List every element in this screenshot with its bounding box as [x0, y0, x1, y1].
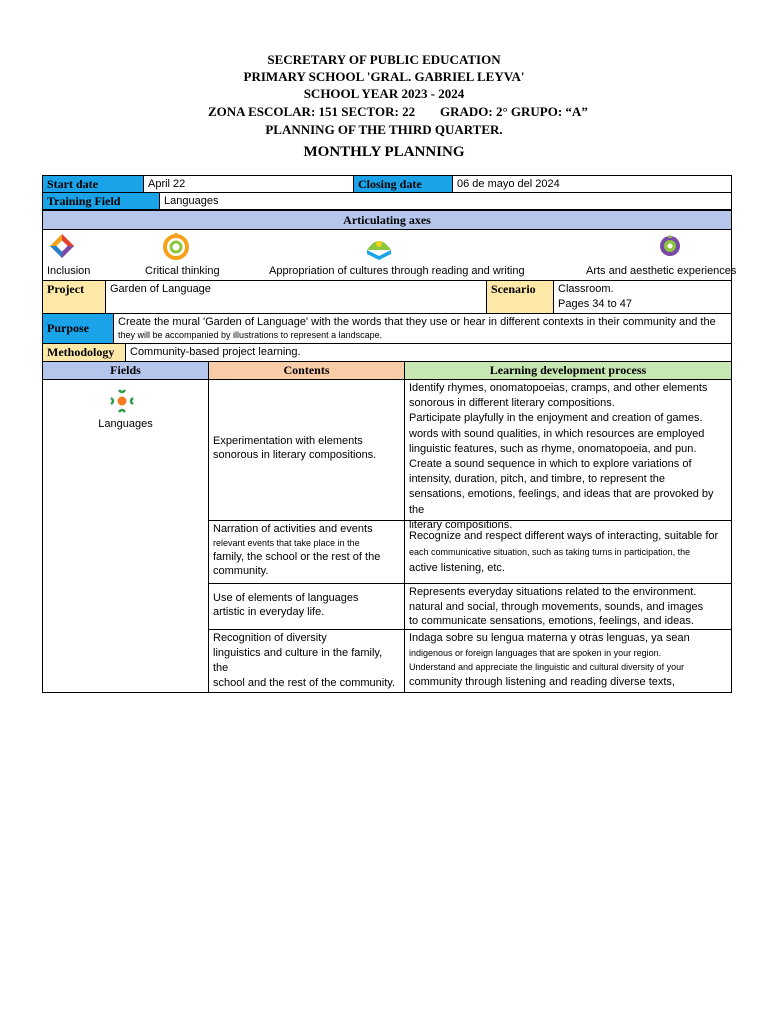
content-2-line-4: community.	[213, 565, 269, 577]
fields-column-header: Fields	[42, 361, 209, 380]
process-1-line-1: Identify rhymes, onomatopoeias, cramps, and other elements	[409, 382, 708, 394]
languages-icon	[109, 388, 135, 414]
process-1-line-4: words with sound qualities, in which resources are employed	[409, 427, 705, 440]
process-2-line-2: each communicative situation, such as taking turns in participation, the	[409, 547, 691, 557]
content-1-line-1: Experimentation with elements	[213, 435, 363, 447]
process-1-line-2: sonorous in different literary compositions.	[409, 397, 615, 410]
process-4-line-1: Indaga sobre su lengua materna y otras lenguas, ya sean	[409, 632, 690, 644]
training-field-value: Languages	[159, 192, 732, 210]
process-cell-4	[404, 629, 732, 693]
content-4-line-2: linguistics and culture in the family, the	[213, 647, 383, 674]
process-1-line-3: Participate playfully in the enjoyment and creation of games.	[409, 412, 703, 425]
field-name: Languages	[98, 418, 153, 430]
process-1-line-8: sensations, emotions, feelings, and ideas that are provoked by the	[409, 488, 714, 516]
header-line-school: PRIMARY SCHOOL 'GRAL. GABRIEL LEYVA'	[243, 69, 525, 84]
content-2-line-1: Narration of activities and events	[213, 523, 373, 535]
content-cell-3	[208, 583, 405, 630]
content-3-line-2: artistic in everyday life.	[213, 606, 325, 618]
axis-cultures-label: Appropriation of cultures through reading and writing	[269, 265, 525, 277]
process-4-line-2: indigenous or foreign languages that are spoken in your region.	[409, 648, 662, 658]
content-2-line-2: relevant events that take place in the	[213, 538, 360, 548]
header-line-ministry: SECRETARY OF PUBLIC EDUCATION	[267, 52, 501, 67]
start-date-label: Start date	[42, 175, 144, 193]
process-4-line-4: community through listening and reading diverse texts,	[409, 676, 675, 688]
articulating-axes-row	[42, 229, 737, 281]
header-line-monthly: MONTHLY PLANNING	[303, 144, 465, 160]
header-line-quarter: PLANNING OF THE THIRD QUARTER.	[265, 122, 503, 137]
process-cell-3	[404, 583, 732, 630]
methodology-value: Community-based project learning.	[125, 343, 732, 362]
purpose-line-2: they will be accompanied by illustrations to represent a landscape.	[118, 330, 383, 340]
content-cell-2	[208, 520, 405, 584]
fields-cell	[42, 379, 209, 693]
process-2-line-1: Recognize and respect different ways of interacting, suitable for	[409, 530, 719, 542]
axis-arts-label: Arts and aesthetic experiences	[586, 265, 737, 277]
process-4-line-3: Understand and appreciate the linguistic and cultural diversity of your	[409, 662, 685, 672]
cultures-reading-icon	[365, 236, 393, 260]
scenario-pages: Pages 34 to 47	[558, 298, 633, 310]
process-2-line-3: active listening, etc.	[409, 562, 505, 574]
scenario-place: Classroom.	[558, 283, 614, 295]
content-cell-1	[208, 379, 405, 521]
purpose-line-1: Create the mural 'Garden of Language' with the words that they use or hear in different contexts in their community and the	[118, 316, 716, 328]
articulating-axes-title: Articulating axes	[42, 210, 732, 230]
process-1-line-6: Create a sound sequence in which to explore variations of	[409, 458, 692, 471]
project-value: Garden of Language	[105, 280, 487, 314]
header-grade-group: GRADO: 2° GRUPO: “A”	[440, 104, 588, 119]
content-3-line-1: Use of elements of languages	[213, 592, 359, 604]
methodology-label: Methodology	[42, 343, 126, 362]
axis-inclusion-label: Inclusion	[47, 265, 91, 277]
process-column-header: Learning development process	[404, 361, 732, 380]
start-date-value: April 22	[143, 175, 354, 193]
content-cell-4	[208, 629, 405, 693]
process-cell-1	[404, 379, 732, 531]
process-1-line-9: literary compositions.	[409, 518, 513, 531]
header-line-year: SCHOOL YEAR 2023 - 2024	[303, 86, 465, 101]
process-1-line-7: intensity, duration, pitch, and timbre, to represent the	[409, 473, 665, 486]
content-2-line-3: family, the school or the rest of the	[213, 551, 381, 563]
process-1-line-5: linguistic features, such as rhyme, onomatopoeia, and pun.	[409, 442, 697, 455]
purpose-value	[113, 313, 732, 344]
inclusion-icon	[49, 233, 75, 259]
training-field-label: Training Field	[42, 192, 160, 210]
arts-icon	[657, 232, 683, 260]
header-zone-sector: ZONA ESCOLAR: 151 SECTOR: 22	[208, 104, 416, 119]
process-3-line-3: to communicate sensations, emotions, feelings, and ideas.	[409, 615, 694, 627]
scenario-label: Scenario	[486, 280, 554, 314]
content-4-line-1: Recognition of diversity	[213, 632, 327, 644]
axis-critical-thinking-label: Critical thinking	[145, 265, 220, 277]
project-label: Project	[42, 280, 106, 314]
process-3-line-2: natural and social, through movements, sounds, and images	[409, 600, 704, 613]
closing-date-label: Closing date	[353, 175, 453, 193]
closing-date-value: 06 de mayo del 2024	[452, 175, 732, 193]
process-cell-2	[404, 520, 732, 584]
process-3-line-1: Represents everyday situations related to the environment.	[409, 586, 697, 598]
critical-thinking-icon	[163, 233, 189, 261]
purpose-label: Purpose	[42, 313, 114, 344]
scenario-value	[553, 280, 732, 314]
content-4-line-3: school and the rest of the community.	[213, 677, 395, 689]
contents-column-header: Contents	[208, 361, 405, 380]
content-1-line-2: sonorous in literary compositions.	[213, 449, 377, 461]
